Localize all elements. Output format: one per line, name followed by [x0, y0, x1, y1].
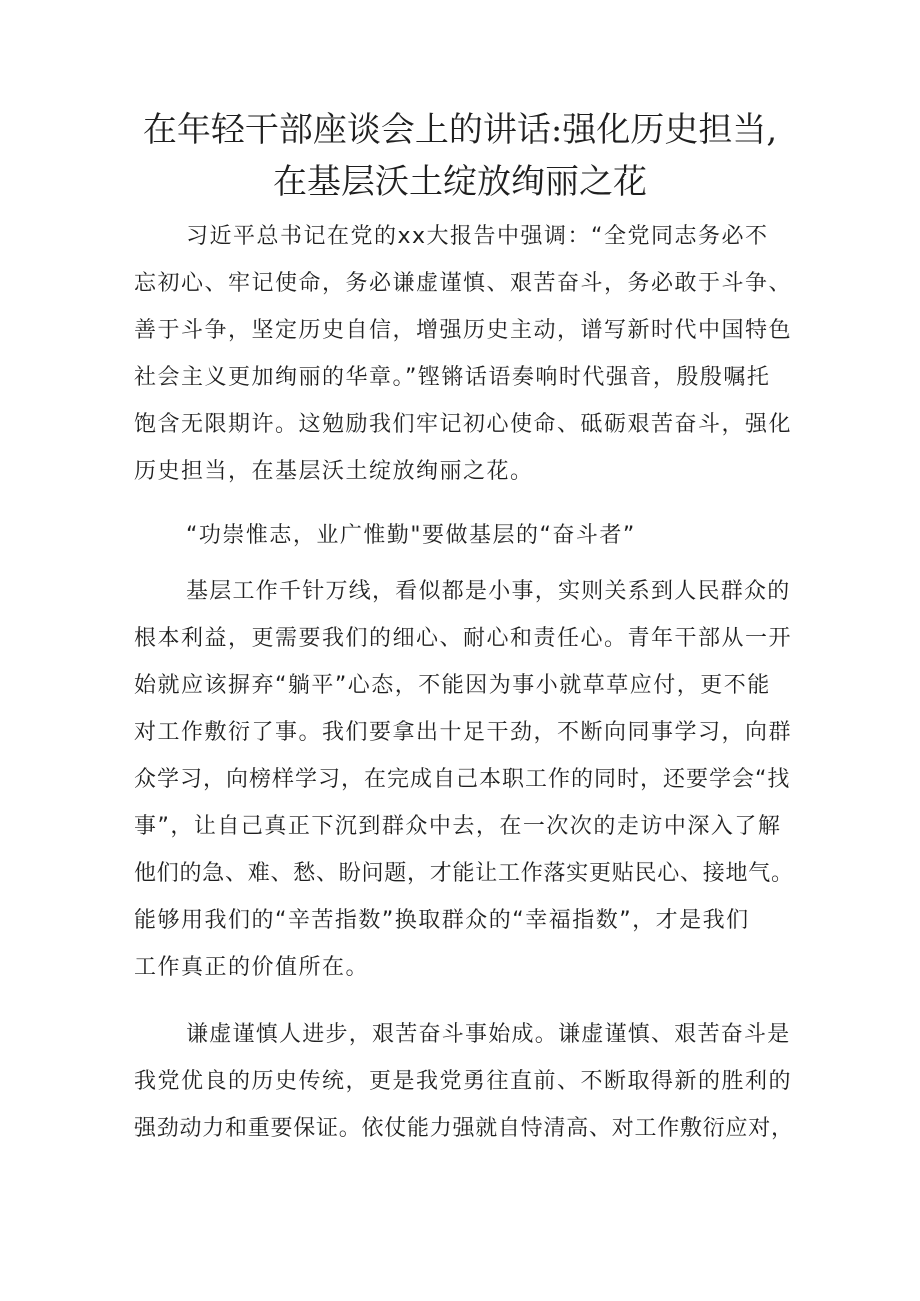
text-line: 我党优良的历史传统，更是我党勇往直前、不断取得新的胜利的 [134, 1069, 793, 1094]
title-line-2: 在基层沃土绽放绚丽之花 [273, 162, 647, 202]
text-line: 他们的急、难、愁、盼问题，才能让工作落实更贴民心、接地气。 [134, 861, 794, 886]
text-line: 习近平总书记在党的xx大报告中强调：“全党同志务必不 [186, 224, 769, 249]
text-line: 社会主义更加绚丽的华章。”铿锵话语奏响时代强音，殷殷嘱托 [134, 365, 771, 390]
text-line: 众学习，向榜样学习，在完成自己本职工作的同时，还要学会“找 [134, 767, 791, 792]
text-line: 根本利益，更需要我们的细心、耐心和责任心。青年干部从一开 [134, 626, 793, 651]
title-line-1: 在年轻干部座谈会上的讲话:强化历史担当, [142, 110, 778, 150]
text-line: 历史担当，在基层沃土绽放绚丽之花。 [134, 459, 534, 484]
text-line: 善于斗争，坚定历史自信，增强历史主动，谱写新时代中国特色 [134, 318, 793, 343]
text-line: 强劲动力和重要保证。依仗能力强就自恃清高、对工作敷衍应对， [134, 1116, 794, 1141]
text-line: 始就应该摒弃“躺平”心态，不能因为事小就草草应付，更不能 [134, 673, 771, 698]
text-line: 忘初心、牢记使命，务必谦虚谨慎、艰苦奋斗，务必敢于斗争、 [134, 271, 793, 296]
text-line: 能够用我们的“辛苦指数”换取群众的“幸福指数”，才是我们 [134, 908, 750, 933]
document-title [100, 104, 820, 208]
text-line: 谦虚谨慎人进步，艰苦奋斗事始成。谦虚谨慎、艰苦奋斗是 [186, 1022, 791, 1047]
text-line: 事”，让自己真正下沉到群众中去，在一次次的走访中深入了解 [134, 814, 782, 839]
text-line: “功崇惟志，业广惟勤"要做基层的“奋斗者” [186, 523, 636, 548]
text-line: 工作真正的价值所在。 [134, 955, 370, 980]
text-line: 基层工作千针万线，看似都是小事，实则关系到人民群众的 [186, 579, 791, 604]
text-line: 饱含无限期许。这勉励我们牢记初心使命、砥砺艰苦奋斗，强化 [134, 412, 793, 437]
text-line: 对工作敷衍了事。我们要拿出十足干劲，不断向同事学习，向群 [134, 720, 793, 745]
